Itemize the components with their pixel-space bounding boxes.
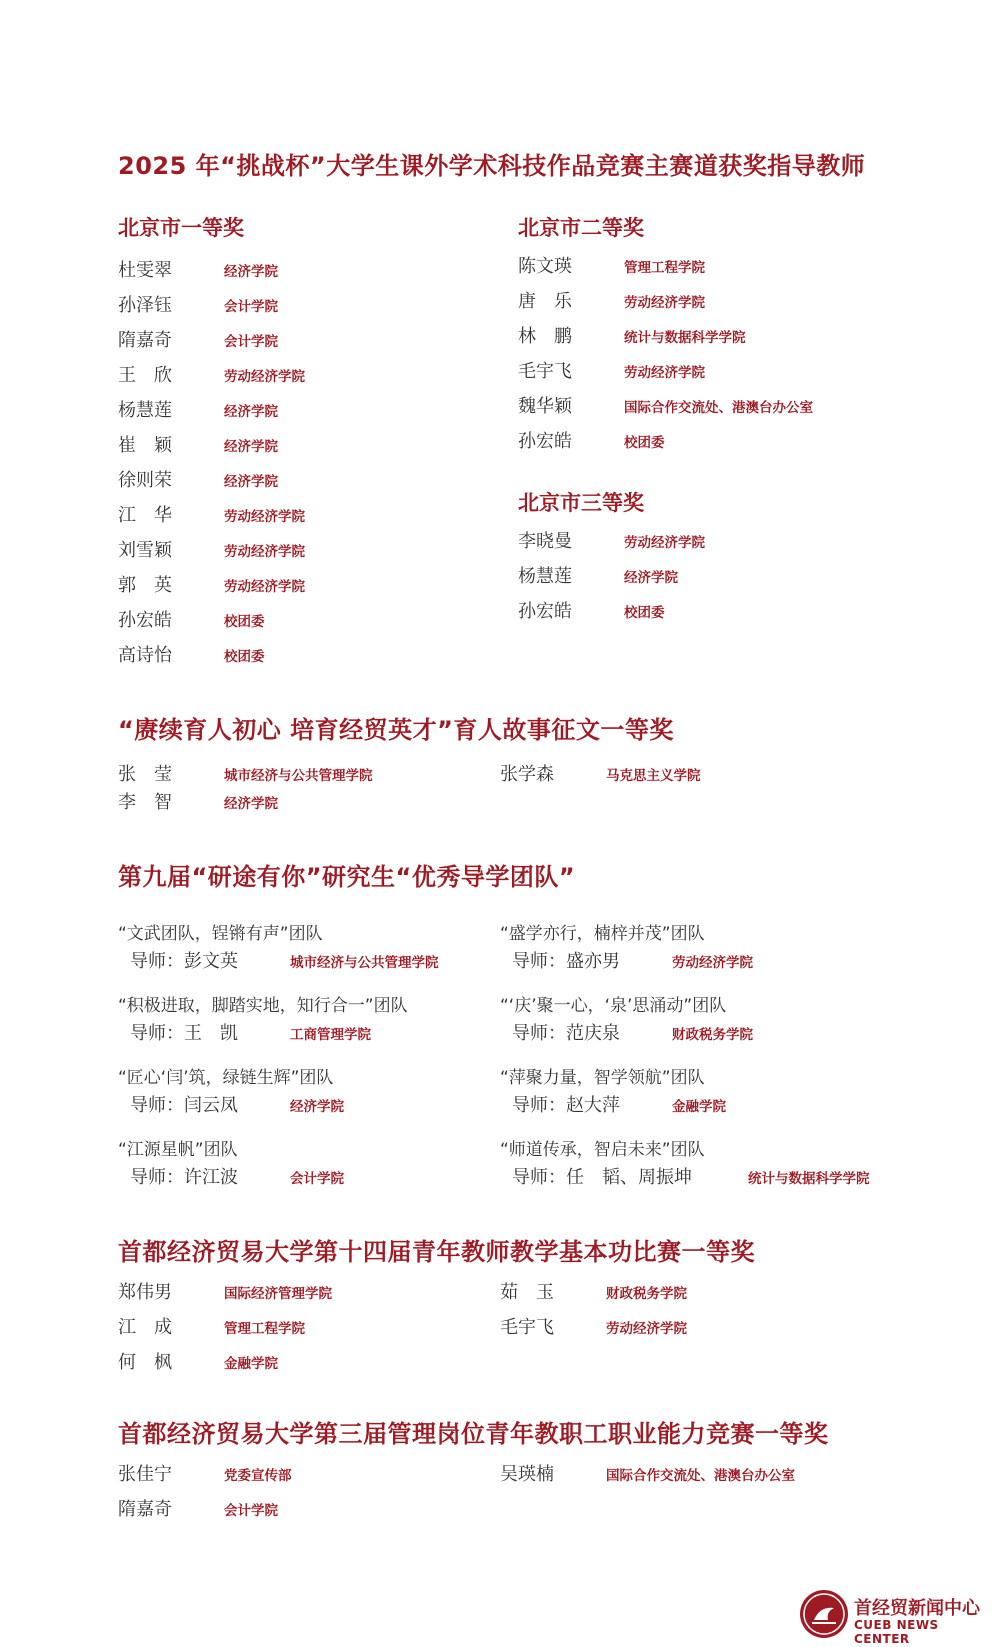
winner-dept: 经济学院 [224, 439, 278, 455]
mentor-dept: 工商管理学院 [290, 1027, 371, 1043]
winner-name: 孙宏皓 [118, 610, 172, 631]
mentor-label: 导师： [512, 951, 566, 972]
section-heading-staff: 首都经济贸易大学第三届管理岗位青年教职工职业能力竞赛一等奖 [118, 1420, 829, 1448]
mentor-name: 闫云凤 [184, 1095, 238, 1116]
section-heading-second-prize: 北京市二等奖 [518, 216, 644, 240]
winner-name: 郑伟男 [118, 1282, 172, 1303]
mentor-dept: 统计与数据科学学院 [748, 1171, 870, 1187]
winner-name: 隋嘉奇 [118, 1499, 172, 1520]
winner-name: 张佳宁 [118, 1464, 172, 1485]
mentor-label: 导师： [130, 951, 184, 972]
winner-dept: 财政税务学院 [606, 1286, 687, 1302]
winner-dept: 国际合作交流处、港澳台办公室 [606, 1468, 795, 1484]
winner-dept: 劳动经济学院 [624, 365, 705, 381]
winner-dept: 管理工程学院 [624, 260, 705, 276]
winner-dept: 国际经济管理学院 [224, 1286, 332, 1302]
winner-dept: 党委宣传部 [224, 1468, 292, 1484]
section-heading-third-prize: 北京市三等奖 [518, 491, 644, 515]
team-name: “文武团队，锃锵有声”团队 [118, 924, 323, 944]
team-name: “积极进取，脚踏实地，知行合一”团队 [118, 996, 408, 1016]
winner-name: 张学森 [500, 764, 554, 785]
winner-name: 陈文瑛 [518, 256, 572, 277]
winner-name: 徐则荣 [118, 470, 172, 491]
winner-name: 王 欣 [118, 365, 172, 386]
mentor-dept: 金融学院 [672, 1099, 726, 1115]
winner-name: 崔 颖 [118, 435, 172, 456]
section-heading-first-prize: 北京市一等奖 [118, 216, 244, 240]
winner-name: 李 智 [118, 792, 172, 813]
winner-name: 孙泽钰 [118, 295, 172, 316]
page-title: 2025 年“挑战杯”大学生课外学术科技作品竞赛主赛道获奖指导教师 [118, 152, 866, 180]
winner-dept: 会计学院 [224, 334, 278, 350]
winner-dept: 会计学院 [224, 1503, 278, 1519]
mentor-name: 许江波 [184, 1167, 238, 1188]
winner-dept: 劳动经济学院 [624, 295, 705, 311]
winner-name: 李晓曼 [518, 531, 572, 552]
winner-dept: 劳动经济学院 [224, 579, 305, 595]
winner-dept: 统计与数据科学学院 [624, 330, 746, 346]
winner-dept: 劳动经济学院 [224, 544, 305, 560]
section-heading-teams: 第九届“研途有你”研究生“优秀导学团队” [118, 863, 576, 891]
winner-dept: 经济学院 [224, 796, 278, 812]
section-heading-teaching: 首都经济贸易大学第十四届青年教师教学基本功比赛一等奖 [118, 1238, 755, 1266]
winner-name: 江 成 [118, 1317, 172, 1338]
winner-dept: 城市经济与公共管理学院 [224, 768, 373, 784]
winner-name: 唐 乐 [518, 291, 572, 312]
winner-name: 江 华 [118, 505, 172, 526]
winner-name: 杜雯翠 [118, 260, 172, 281]
mentor-dept: 财政税务学院 [672, 1027, 753, 1043]
winner-name: 杨慧莲 [118, 400, 172, 421]
winner-name: 郭 英 [118, 575, 172, 596]
winner-name: 毛宇飞 [500, 1317, 554, 1338]
section-heading-essay: “赓续育人初心 培育经贸英才”育人故事征文一等奖 [118, 716, 674, 744]
winner-name: 林 鹏 [518, 326, 572, 347]
mentor-name: 赵大萍 [566, 1095, 620, 1116]
mentor-label: 导师： [512, 1167, 566, 1188]
winner-dept: 劳动经济学院 [224, 509, 305, 525]
mentor-label: 导师： [512, 1095, 566, 1116]
mentor-label: 导师： [130, 1095, 184, 1116]
winner-dept: 管理工程学院 [224, 1321, 305, 1337]
mentor-name: 王 凯 [184, 1023, 238, 1044]
winner-name: 魏华颖 [518, 396, 572, 417]
winner-dept: 经济学院 [224, 404, 278, 420]
team-name: “萍聚力量，智学领航”团队 [500, 1068, 705, 1088]
mentor-dept: 经济学院 [290, 1099, 344, 1115]
mentor-name: 任 韬、周振坤 [566, 1167, 692, 1188]
winner-dept: 金融学院 [224, 1356, 278, 1372]
mentor-dept: 劳动经济学院 [672, 955, 753, 971]
team-name: “师道传承，智启未来”团队 [500, 1140, 705, 1160]
mentor-label: 导师： [130, 1167, 184, 1188]
team-name: “江源星帆”团队 [118, 1140, 238, 1160]
winner-dept: 会计学院 [224, 299, 278, 315]
winner-dept: 劳动经济学院 [624, 535, 705, 551]
winner-name: 何 枫 [118, 1352, 172, 1373]
winner-name: 茹 玉 [500, 1282, 554, 1303]
news-center-logo [800, 1590, 990, 1646]
cueb-emblem-icon [800, 1590, 848, 1638]
winner-dept: 校团委 [624, 435, 665, 451]
mentor-label: 导师： [512, 1023, 566, 1044]
winner-name: 高诗怡 [118, 645, 172, 666]
mentor-dept: 会计学院 [290, 1171, 344, 1187]
logo-name-cn: 首经贸新闻中心 [854, 1598, 980, 1619]
winner-dept: 马克思主义学院 [606, 768, 701, 784]
winner-dept: 国际合作交流处、港澳台办公室 [624, 400, 813, 416]
winner-dept: 劳动经济学院 [606, 1321, 687, 1337]
winner-dept: 校团委 [224, 614, 265, 630]
winner-dept: 经济学院 [224, 264, 278, 280]
mentor-dept: 城市经济与公共管理学院 [290, 955, 439, 971]
winner-dept: 劳动经济学院 [224, 369, 305, 385]
team-name: “盛学亦行，楠梓并茂”团队 [500, 924, 705, 944]
winner-name: 杨慧莲 [518, 566, 572, 587]
mentor-name: 彭文英 [184, 951, 238, 972]
winner-name: 隋嘉奇 [118, 330, 172, 351]
winner-name: 孙宏皓 [518, 601, 572, 622]
mentor-name: 范庆泉 [566, 1023, 620, 1044]
winner-name: 毛宇飞 [518, 361, 572, 382]
logo-name-en: CUEB NEWS CENTER [854, 1618, 939, 1646]
mentor-label: 导师： [130, 1023, 184, 1044]
winner-dept: 校团委 [624, 605, 665, 621]
mentor-name: 盛亦男 [566, 951, 620, 972]
winner-name: 张 莹 [118, 764, 172, 785]
team-name: “‘庆’聚一心，‘泉’思涌动”团队 [500, 996, 727, 1016]
team-name: “匠心‘闫’筑，绿链生辉”团队 [118, 1068, 334, 1088]
winner-name: 吴瑛楠 [500, 1464, 554, 1485]
winner-name: 刘雪颖 [118, 540, 172, 561]
winner-dept: 经济学院 [624, 570, 678, 586]
winner-name: 孙宏皓 [518, 431, 572, 452]
winner-dept: 经济学院 [224, 474, 278, 490]
winner-dept: 校团委 [224, 649, 265, 665]
